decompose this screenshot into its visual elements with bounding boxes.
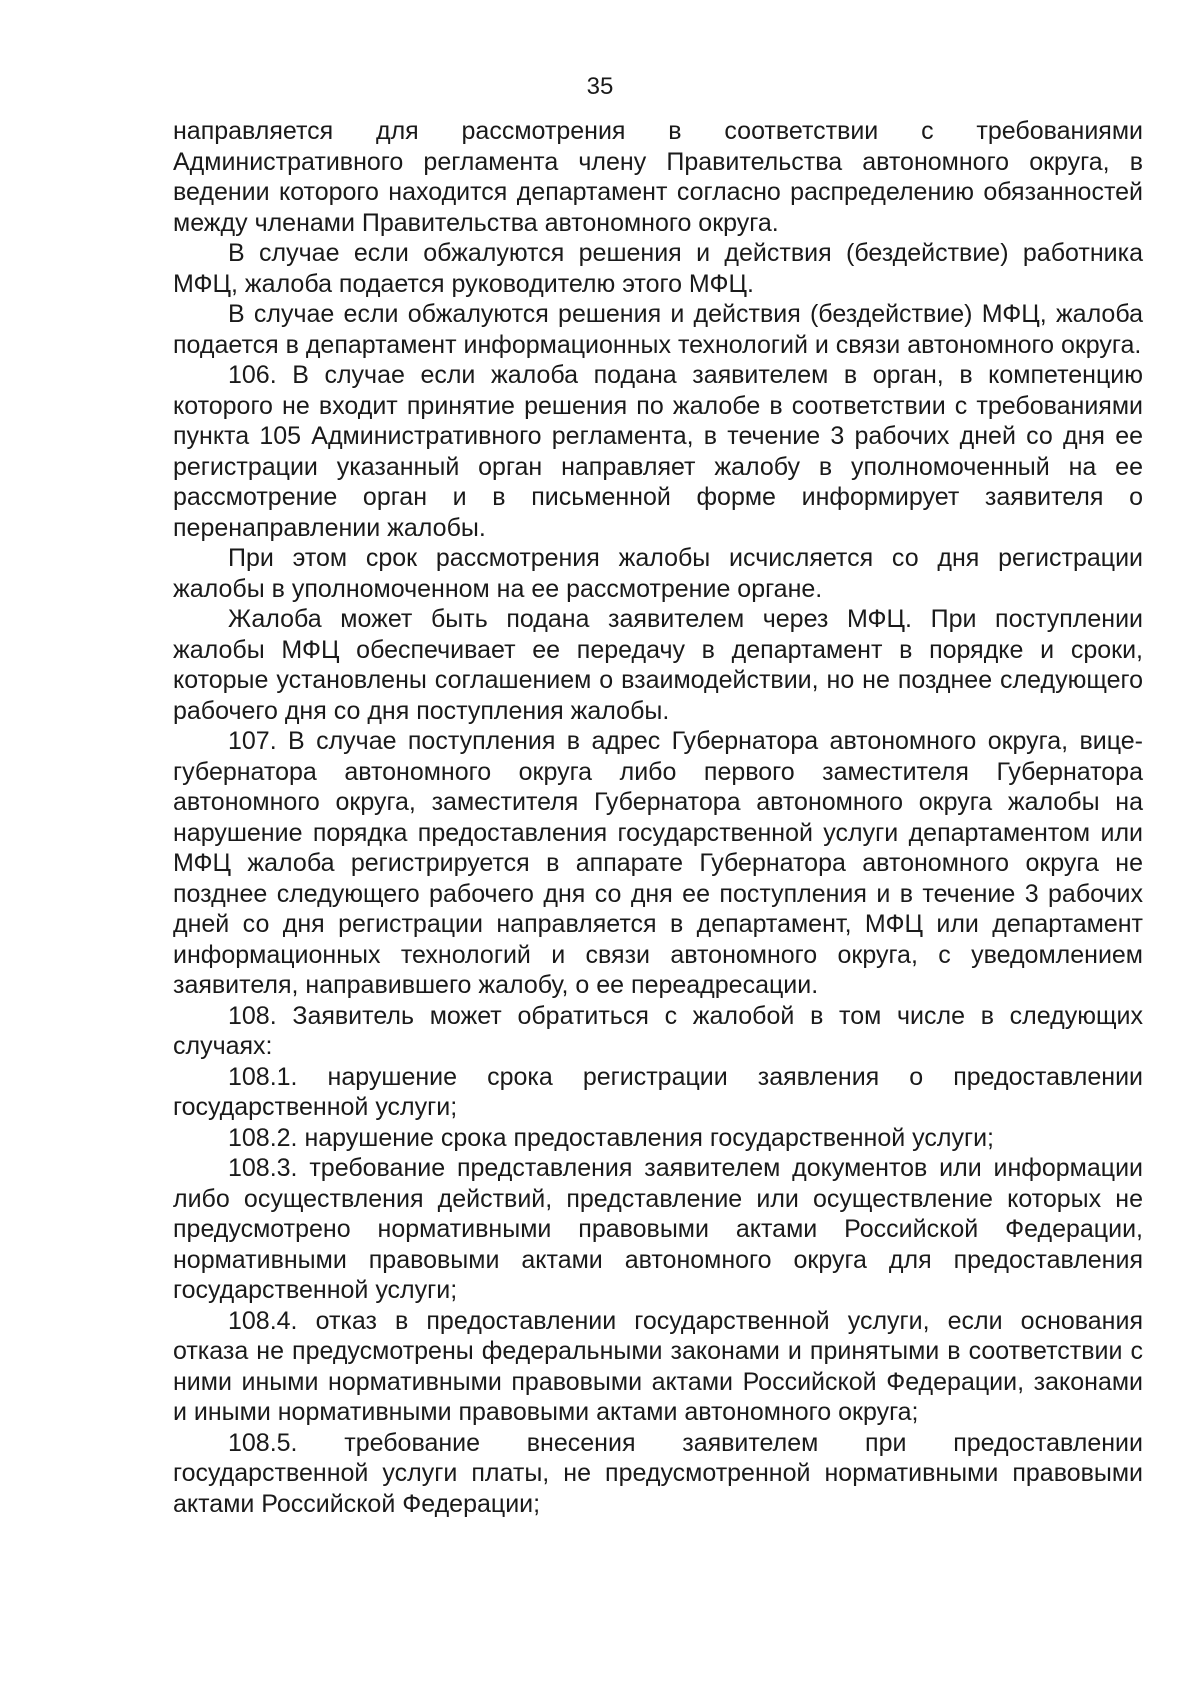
paragraph-108: 108. Заявитель может обратиться с жалобой в том числе в следующих случаях: bbox=[173, 1001, 1143, 1060]
paragraph-107: 107. В случае поступления в адрес Губернатора автономного округа, вице-губернатора автономного округа либо первого заместителя Губернатора автономного округа, заместителя Губернатора автономного округа жалобы на нарушение порядка предоставления государственной услуги департаментом или МФЦ жалоба регистрируется в аппарате Губернатора автономного округа не позднее следующего рабочего дня со дня ее поступления и в течение 3 рабочих дней со дня регистрации направляется в департамент, МФЦ или департамент информационных технологий и связи автономного округа, с уведомлением заявителя, направившего жалобу, о ее переадресации. bbox=[173, 727, 1143, 999]
paragraph-108-1: 108.1. нарушение срока регистрации заявления о предоставлении государственной услуги; bbox=[173, 1062, 1143, 1121]
paragraph-mfc-worker-complaint: В случае если обжалуются решения и действия (бездействие) работника МФЦ, жалоба подается руководителю этого МФЦ. bbox=[173, 239, 1143, 298]
paragraph-108-4: 108.4. отказ в предоставлении государственной услуги, если основания отказа не предусмотрены федеральными законами и принятыми в соответствии с ними иными нормативными правовыми актами Российской Федерации, законами и иными нормативными правовыми актами автономного округа; bbox=[173, 1306, 1143, 1426]
paragraph-108-2: 108.2. нарушение срока предоставления государственной услуги; bbox=[228, 1123, 994, 1152]
paragraph-submission-via-mfc: Жалоба может быть подана заявителем через МФЦ. При поступлении жалобы МФЦ обеспечивает ее передачу в департамент в порядке и сроки, которые установлены соглашением о взаимодействии, но не позднее следующего рабочего дня со дня поступления жалобы. bbox=[173, 605, 1143, 725]
paragraph-108-3: 108.3. требование представления заявителем документов или информации либо осуществления действий, представление или осуществление которых не предусмотрено нормативными правовыми актами Российской Федерации, нормативными правовыми актами автономного округа для предоставления государственной услуги; bbox=[173, 1154, 1143, 1304]
paragraph-review-period: При этом срок рассмотрения жалобы исчисляется со дня регистрации жалобы в уполномоченном на ее рассмотрение органе. bbox=[173, 544, 1143, 603]
paragraph-108-5: 108.5. требование внесения заявителем при предоставлении государственной услуги платы, не предусмотренной нормативными правовыми актами Российской Федерации; bbox=[173, 1428, 1143, 1518]
paragraph-continuation: направляется для рассмотрения в соответствии с требованиями Административного регламента члену Правительства автономного округа, в ведении которого находится департамент согласно распределению обязанностей между членами Правительства автономного округа. bbox=[173, 117, 1143, 237]
document-body bbox=[173, 116, 1143, 1519]
paragraph-106: 106. В случае если жалоба подана заявителем в орган, в компетенцию которого не входит принятие решения по жалобе в соответствии с требованиями пункта 105 Административного регламента, в течение 3 рабочих дней со дня ее регистрации указанный орган направляет жалобу в уполномоченный на ее рассмотрение орган и в письменной форме информирует заявителя о перенаправлении жалобы. bbox=[173, 361, 1143, 542]
paragraph-mfc-complaint: В случае если обжалуются решения и действия (бездействие) МФЦ, жалоба подается в департамент информационных технологий и связи автономного округа. bbox=[173, 300, 1143, 359]
page-number: 35 bbox=[586, 73, 614, 100]
